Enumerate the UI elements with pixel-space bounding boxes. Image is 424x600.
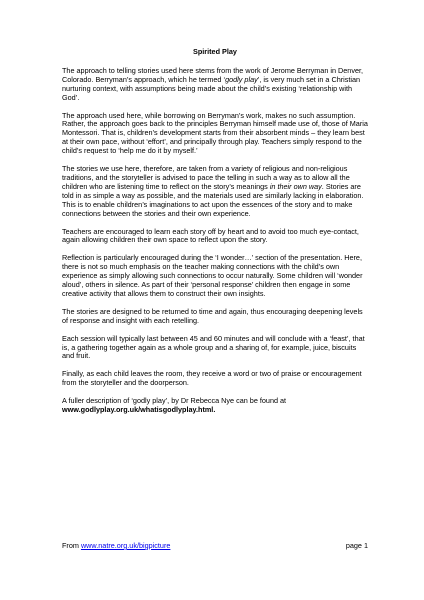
footer-prefix: From [62, 541, 81, 550]
paragraph-teachers: Teachers are encouraged to learn each story off by heart and to avoid too much eye-contact, again allowing children their own space to reflect upon the story. [62, 226, 359, 245]
paragraph-stories-text-b: . Stories are told in as simple a way as possible, and the materials used are similarly lacking in elaboration. This is to enable children’s imaginations to act upon the essences of the story and to make connections between the stories and their own experience. [62, 181, 364, 218]
paragraph-reflection: Reflection is particularly encouraged during the ‘I wonder…’ section of the presentation. Here, there is not so much emphasis on the teacher making connections with the child’s own experience as simply allowing such connections to occur naturally. Some children will ‘wonder aloud’, others in silence. As part of their ‘personal response’ children then engage in some creative activity that allows them to construct their own insights. [62, 253, 363, 298]
paragraph-stories-text-a: The stories we use here, therefore, are taken from a variety of religious and non-religious traditions, and the storyteller is advised to pace the telling in such a way as to allow all the children who are listening time to reflect on the story’s meanings [62, 164, 350, 191]
page-title: Spirited Play [193, 47, 237, 56]
paragraph-stories-emphasis: in their own way [269, 181, 322, 191]
paragraph-montessori: The approach used here, while borrowing on Berryman’s work, makes no such assumption. Rather, the approach goes back to the principles Berryman himself made use of, those of Maria Montessori. That is, children’s development starts from their absorbent minds – they learn best at their own pace, without ‘effort’, and principally through play. Teachers simply respond to the child’s request to ‘help me do it by myself.’ [62, 110, 368, 156]
footer-source [62, 541, 170, 550]
document-page [62, 48, 368, 424]
paragraph-origin [62, 67, 368, 103]
page-number: page 1 [345, 541, 368, 550]
paragraph-retelling: The stories are designed to be returned to time and again, thus encouraging deepening levels of response and insight with each retelling. [62, 306, 363, 325]
fuller-description-text: A fuller description of ‘godly play’, by Dr Rebecca Nye can be found at [62, 396, 287, 406]
paragraph-origin-text-a: The approach to telling stories used here stems from the work of Jerome Berryman in Denver, Colorado. Berryman’s approach, which he termed ‘ [62, 65, 364, 84]
paragraph-stories [62, 165, 368, 218]
paragraph-finally: Finally, as each child leaves the room, they receive a word or two of praise or encouragement from the storyteller and the doorperson. [62, 369, 362, 388]
paragraph-fuller-description [62, 397, 368, 415]
godlyplay-link-text[interactable]: www.godlyplay.org.uk/whatisgodlyplay.html [62, 405, 214, 415]
fuller-description-period: . [213, 405, 216, 415]
paragraph-origin-emphasis: godly play [225, 74, 258, 84]
paragraph-origin-text-b: ’, is very much set in a Christian nurturing context, with assumptions being made about the child’s existing ‘relationship with God’. [62, 74, 361, 102]
paragraph-session: Each session will typically last between 45 and 60 minutes and will conclude with a ‘feast’, that is, a gathering together again as a whole group and a sharing of, for example, juice, biscuits and fruit. [62, 333, 365, 361]
footer-link[interactable]: www.natre.org.uk/bigpicture [80, 541, 171, 550]
